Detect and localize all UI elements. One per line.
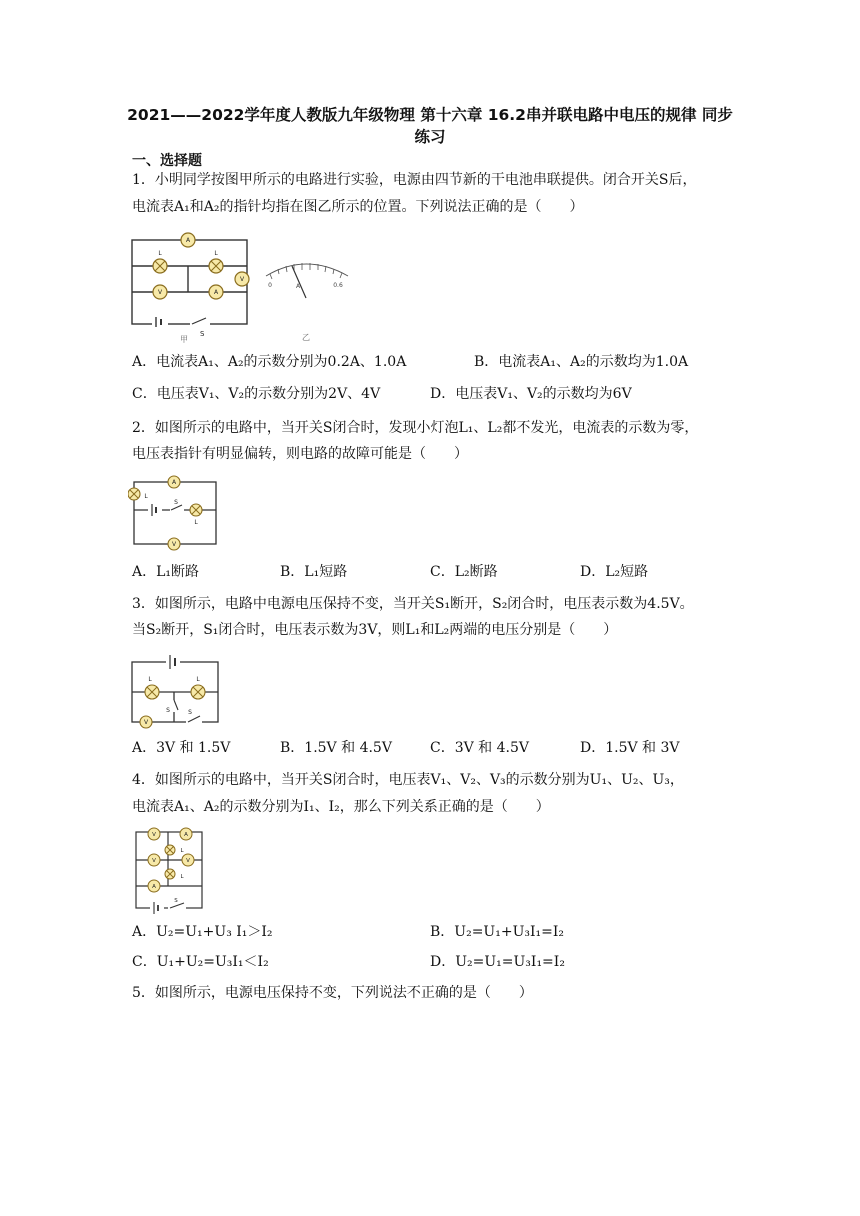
q3-stem-line1: 3．如图所示，电路中电源电压保持不变，当开关S₁断开，S₂闭合时，电压表示数为4.5V。 <box>132 596 694 612</box>
svg-text:L: L <box>144 493 148 500</box>
q5-stem-line1: 5．如图所示，电源电压保持不变，下列说法不正确的是（ ） <box>132 985 533 1001</box>
q2-option-c[interactable]: C．L₂断路 <box>430 564 498 580</box>
svg-text:A: A <box>213 289 219 296</box>
q2-stem-line1: 2．如图所示的电路中，当开关S闭合时，发现小灯泡L₁、L₂都不发光，电流表的示数为零， <box>132 420 699 436</box>
q1-circuit-figure <box>130 232 255 348</box>
q4-circuit-figure <box>128 826 218 918</box>
svg-text:V: V <box>171 541 177 548</box>
q3-option-a[interactable]: A．3V 和 1.5V <box>132 740 231 756</box>
svg-text:V: V <box>186 858 190 864</box>
q4-option-b[interactable]: B．U₂=U₁+U₃I₁=I₂ <box>430 924 564 940</box>
svg-text:A: A <box>185 237 191 244</box>
q4-option-d[interactable]: D．U₂=U₁=U₃I₁=I₂ <box>430 954 565 970</box>
svg-text:L: L <box>148 676 152 683</box>
svg-text:S: S <box>188 709 192 716</box>
svg-text:0.6: 0.6 <box>333 282 343 289</box>
q1-option-a[interactable]: A．电流表A₁、A₂的示数分别为0.2A、1.0A <box>132 354 407 370</box>
q1-fig-label-yi: 乙 <box>302 333 310 342</box>
svg-text:V: V <box>143 719 149 726</box>
q1-option-b[interactable]: B．电流表A₁、A₂的示数均为1.0A <box>474 354 689 370</box>
q4-option-c[interactable]: C．U₁+U₂=U₃I₁＜I₂ <box>132 954 269 970</box>
svg-text:V: V <box>152 858 156 864</box>
q2-stem-line2: 电压表指针有明显偏转，则电路的故障可能是（ ） <box>132 446 468 462</box>
q2-circuit-figure <box>128 474 223 556</box>
svg-text:L: L <box>158 250 162 257</box>
svg-text:S: S <box>166 707 170 714</box>
svg-text:0: 0 <box>268 282 272 289</box>
svg-text:L: L <box>196 676 200 683</box>
q3-circuit-figure <box>128 652 228 734</box>
section-heading: 一、选择题 <box>132 153 202 169</box>
svg-text:S: S <box>174 499 178 506</box>
svg-text:S: S <box>200 330 205 338</box>
q4-stem-line2: 电流表A₁、A₂的示数分别为I₁、I₂，那么下列关系正确的是（ ） <box>132 799 550 815</box>
q4-option-a[interactable]: A．U₂=U₁+U₃ I₁＞I₂ <box>132 924 273 940</box>
q3-stem-line2: 当S₂断开，S₁闭合时，电压表示数为3V，则L₁和L₂两端的电压分别是（ ） <box>132 622 618 638</box>
q1-stem-line2: 电流表A₁和A₂的指针均指在图乙所示的位置。下列说法正确的是（ ） <box>132 199 584 215</box>
svg-text:V: V <box>157 289 163 296</box>
q1-fig-label-jia: 甲 <box>180 335 188 344</box>
q1-option-d[interactable]: D．电压表V₁、V₂的示数均为6V <box>430 386 632 402</box>
q1-stem-line1: 1．小明同学按图甲所示的电路进行实验，电源由四节新的干电池串联提供。闭合开关S后， <box>132 172 697 188</box>
q2-option-b[interactable]: B．L₁短路 <box>280 564 348 580</box>
svg-text:S: S <box>174 898 178 904</box>
svg-text:L: L <box>180 874 184 880</box>
svg-text:A: A <box>184 832 188 838</box>
q4-stem-line1: 4．如图所示的电路中，当开关S闭合时，电压表V₁、V₂、V₃的示数分别为U₁、U₂、U₃， <box>132 772 684 788</box>
svg-text:A: A <box>171 479 177 486</box>
q2-option-d[interactable]: D．L₂短路 <box>580 564 649 580</box>
q3-option-d[interactable]: D．1.5V 和 3V <box>580 740 680 756</box>
svg-text:L: L <box>180 848 184 854</box>
svg-text:L: L <box>214 250 218 257</box>
q3-option-c[interactable]: C．3V 和 4.5V <box>430 740 530 756</box>
q2-option-a[interactable]: A．L₁断路 <box>132 564 200 580</box>
q1-ammeter-dial-figure <box>258 254 358 348</box>
svg-text:A: A <box>152 884 156 890</box>
svg-text:V: V <box>239 276 245 283</box>
q1-option-c[interactable]: C．电压表V₁、V₂的示数分别为2V、4V <box>132 386 381 402</box>
page-title: 2021——2022学年度人教版九年级物理 第十六章 16.2串并联电路中电压的规律 同步练习 <box>127 106 733 146</box>
q3-option-b[interactable]: B．1.5V 和 4.5V <box>280 740 392 756</box>
svg-text:V: V <box>152 832 156 838</box>
svg-text:L: L <box>194 519 198 526</box>
svg-text:A: A <box>295 283 301 290</box>
